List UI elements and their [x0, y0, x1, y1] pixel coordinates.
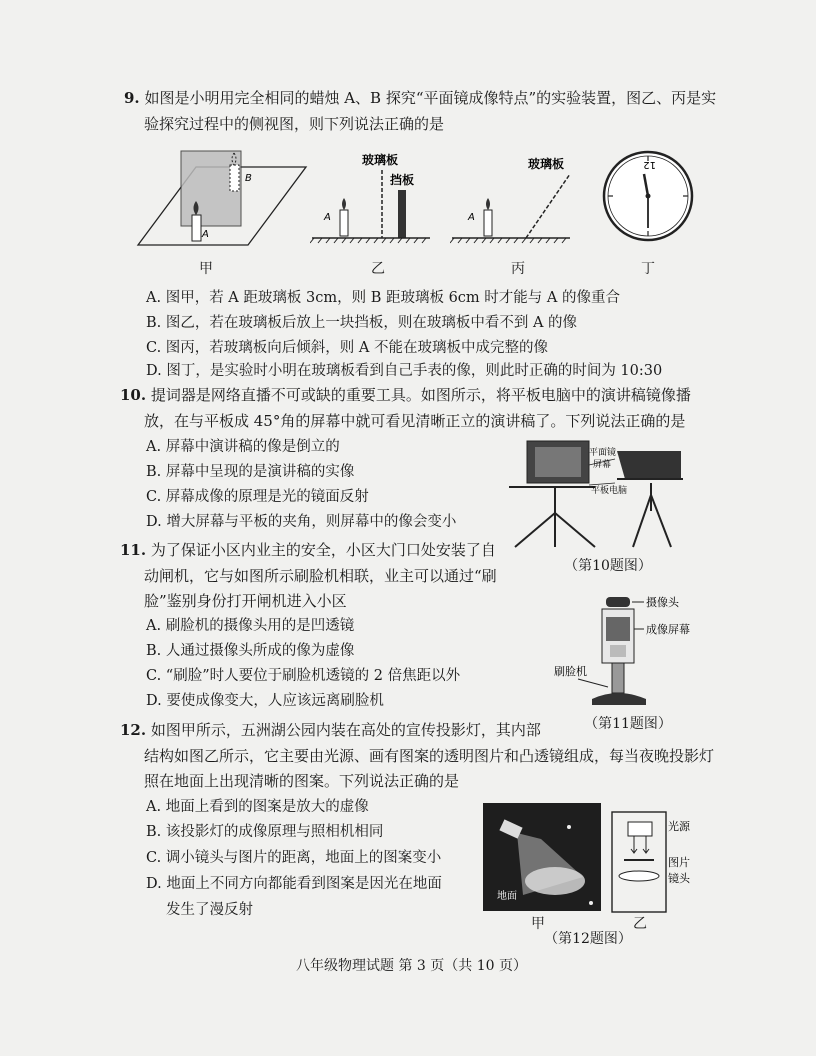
q12-number: 12. — [120, 721, 147, 739]
q12-label-lens: 镜头 — [668, 872, 690, 885]
q9-caption-ding: 丁 — [641, 261, 655, 277]
q12-option-a: A. 地面上看到的图案是放大的虚像 — [146, 799, 369, 815]
q12-option-d: D. 地面上不同方向都能看到图案是因光在地面 — [146, 876, 442, 892]
q12-figure-yi-diagram — [610, 810, 700, 914]
q12-caption-yi: 乙 — [633, 916, 647, 932]
q9-number: 9. — [124, 89, 140, 107]
q11-stem-line1 — [120, 540, 496, 560]
q9-stem-line1 — [124, 88, 716, 108]
q10-label-tablet: 平板电脑 — [591, 486, 628, 496]
q12-label-ground: 地面 — [497, 891, 517, 902]
q12-stem-line1 — [120, 720, 541, 740]
q9-figure-yi — [310, 150, 440, 245]
q10-label-screen: 屏幕 — [593, 460, 612, 470]
q12-caption: （第12题图） — [544, 931, 632, 947]
q12-stem-line2: 结构如图乙所示，它主要由光源、画有图案的透明图片和凸透镜组成，每当夜晚投影灯 — [144, 747, 715, 765]
q10-stem-line2: 放，在与平板成 45°角的屏幕中就可看见清晰正立的演讲稿了。下列说法正确的是 — [144, 412, 686, 430]
q9-label-a: A — [202, 229, 209, 240]
q9-label-block: 挡板 — [390, 173, 415, 187]
q11-caption: （第11题图） — [584, 716, 672, 732]
q12-figure-jia-photo — [483, 803, 601, 911]
q11-option-a: A. 刷脸机的摄像头用的是凹透镜 — [146, 618, 355, 634]
q12-option-b: B. 该投影灯的成像原理与照相机相同 — [146, 824, 384, 840]
q12-stem-line3: 照在地面上出现清晰的图案。下列说法正确的是 — [144, 772, 460, 790]
q12-option-d-cont: 发生了漫反射 — [166, 902, 253, 918]
q12-caption-jia: 甲 — [531, 916, 545, 932]
q9-stem-text1: 如图是小明用完全相同的蜡烛 A、B 探究“平面镜成像特点”的实验装置，图乙、丙是实 — [144, 89, 717, 107]
q11-option-b: B. 人通过摄像头所成的像为虚像 — [146, 643, 355, 659]
q10-label-mirror: 平面镜 — [589, 448, 617, 458]
q12-stem-text1: 如图甲所示，五洲湖公园内装在高处的宣传投影灯，其内部 — [150, 721, 541, 739]
q9-caption-jia: 甲 — [199, 261, 213, 277]
q11-figure-face-scanner — [548, 595, 698, 715]
q9-label-a3: A — [468, 212, 475, 223]
q9-stem-line2: 验探究过程中的侧视图，则下列说法正确的是 — [144, 115, 445, 133]
q12-label-picture: 图片 — [668, 856, 690, 869]
q9-option-c: C. 图丙，若玻璃板向后倾斜，则 A 不能在玻璃板中成完整的像 — [146, 340, 548, 356]
q11-label-screen: 成像屏幕 — [646, 623, 690, 636]
q10-option-d: D. 增大屏幕与平板的夹角，则屏幕中的像会变小 — [146, 514, 457, 530]
q11-label-machine: 刷脸机 — [554, 665, 587, 678]
q9-figure-jia — [136, 145, 316, 265]
q10-stem-text1: 提词器是网络直播不可或缺的重要工具。如图所示，将平板电脑中的演讲稿镜像播 — [150, 386, 691, 404]
q10-number: 10. — [120, 386, 147, 404]
q10-option-a: A. 屏幕中演讲稿的像是倒立的 — [146, 439, 340, 455]
q9-label-glass2: 玻璃板 — [528, 157, 565, 171]
page-footer: 八年级物理试题 第 3 页（共 10 页） — [296, 958, 527, 974]
q10-caption: （第10题图） — [564, 558, 652, 574]
q9-option-b: B. 图乙，若在玻璃板后放上一块挡板，则在玻璃板中看不到 A 的像 — [146, 315, 578, 331]
q10-figure-teleprompter — [505, 435, 695, 555]
q10-stem-line1 — [120, 385, 691, 405]
q9-figure-bing — [450, 150, 580, 245]
q12-label-source: 光源 — [668, 820, 690, 833]
q11-stem-line2: 动闸机，它与如图所示刷脸机相联，业主可以通过“刷 — [144, 567, 497, 585]
q9-label-glass: 玻璃板 — [362, 153, 399, 167]
q11-stem-text1: 为了保证小区内业主的安全，小区大门口处安装了自 — [150, 541, 496, 559]
q9-option-a: A. 图甲，若 A 距玻璃板 3cm，则 B 距玻璃板 6cm 时才能与 A 的像重合 — [146, 290, 620, 306]
q11-label-camera: 摄像头 — [646, 596, 679, 609]
q9-figure-ding-clock — [600, 148, 696, 244]
q9-label-b: B — [245, 173, 252, 184]
q11-stem-line3: 脸”鉴别身份打开闸机进入小区 — [144, 592, 347, 610]
q11-option-c: C. “刷脸”时人要位于刷脸机透镜的 2 倍焦距以外 — [146, 668, 461, 684]
q11-number: 11. — [120, 541, 147, 559]
q9-option-d: D. 图丁，是实验时小明在玻璃板看到自己手表的像，则此时正确的时间为 10:30 — [146, 363, 663, 379]
q9-clock-12: 12 — [643, 159, 656, 170]
q9-caption-yi: 乙 — [371, 261, 385, 277]
q12-option-c: C. 调小镜头与图片的距离，地面上的图案变小 — [146, 850, 442, 866]
q10-option-b: B. 屏幕中呈现的是演讲稿的实像 — [146, 464, 355, 480]
q10-option-c: C. 屏幕成像的原理是光的镜面反射 — [146, 489, 369, 505]
q11-option-d: D. 要使成像变大，人应该远离刷脸机 — [146, 693, 384, 709]
q9-caption-bing: 丙 — [511, 261, 525, 277]
q9-label-a2: A — [324, 212, 331, 223]
